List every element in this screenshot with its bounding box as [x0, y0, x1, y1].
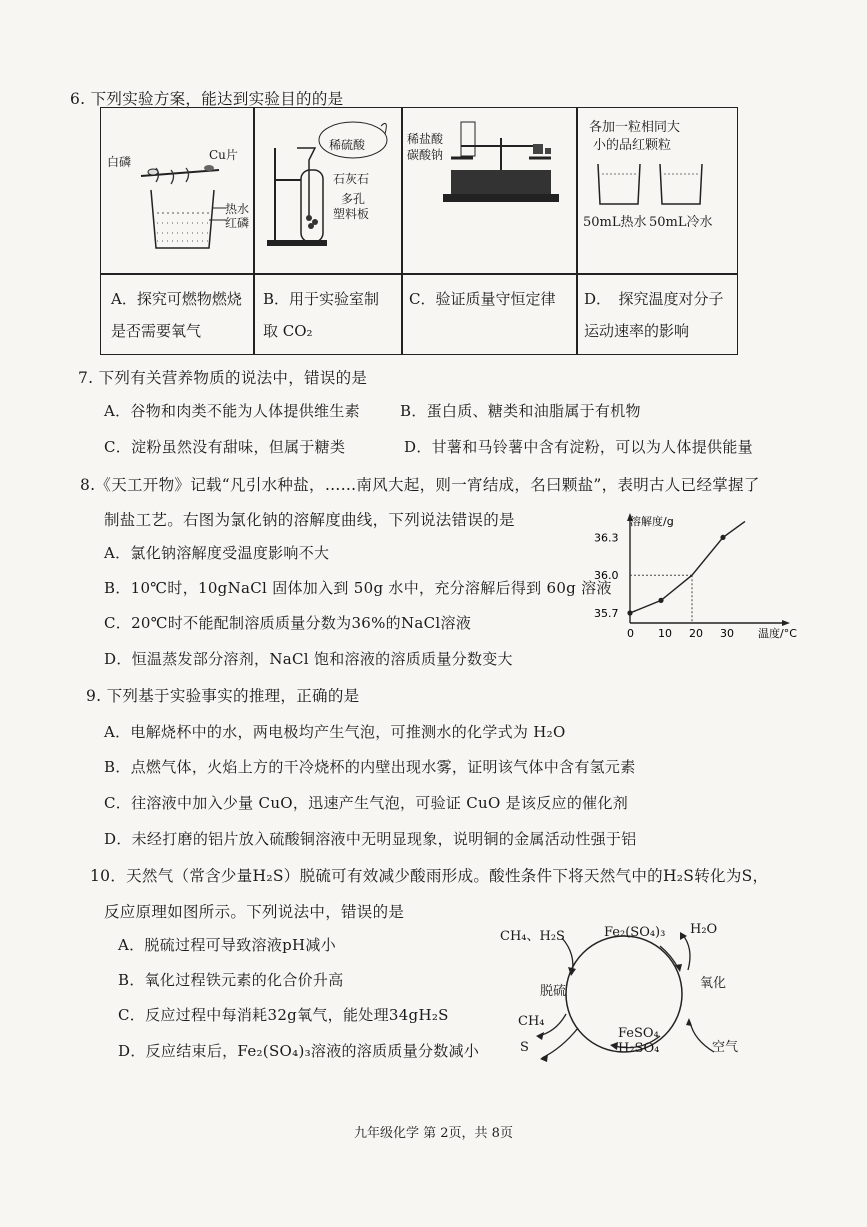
diagram-air: 空气 [712, 1040, 739, 1055]
x-tick-label: 20 [689, 627, 703, 640]
q7-stem: 7. 下列有关营养物质的说法中，错误的是 [78, 369, 368, 387]
diagram-feso4: FeSO₄ [618, 1026, 659, 1041]
q9-option-d: D．未经打磨的铝片放入硫酸铜溶液中无明显现象，说明铜的金属活动性强于铝 [104, 830, 637, 848]
q10-stem-line1: 10．天然气（常含少量H₂S）脱硫可有效减少酸雨形成。酸性条件下将天然气中的H₂S转化为S， [90, 867, 769, 885]
q6-table [100, 107, 738, 355]
diagram-oxid: 氧化 [700, 976, 727, 991]
label-white-p: 白磷 [107, 155, 132, 169]
x-tick-label: 10 [658, 627, 672, 640]
diagram-in-gas: CH₄、H₂S [500, 929, 565, 944]
data-point [720, 535, 725, 540]
label-cu: Cu片 [209, 148, 238, 162]
label-plate2: 塑料板 [333, 207, 370, 221]
label-d-cold: 50mL冷水 [649, 215, 713, 230]
q8-stem-line1: 8.《天工开物》记载“凡引水种盐，……南风大起，则一宵结成，名曰颗盐”，表明古人已经掌握了 [80, 476, 760, 494]
diagram-fe2so43-top: Fe₂(SO₄)₃ [604, 925, 666, 940]
diagram-h2so4: H₂SO₄ [618, 1041, 660, 1056]
chart-ylabel: 溶解度/g [630, 515, 674, 528]
diagram-s-out: S [520, 1040, 529, 1055]
label-limestone: 石灰石 [333, 172, 370, 186]
data-point [658, 598, 663, 603]
y-tick-label: 36.0 [594, 569, 619, 583]
q6-option-c-line1: C．验证质量守恒定律 [409, 290, 556, 308]
q10-option-b: B．氧化过程铁元素的化合价升高 [118, 971, 344, 989]
label-hot-water: 热水 [225, 202, 250, 216]
q6-option-d-line1: D． 探究温度对分子 [584, 290, 724, 308]
q6-option-a-line2: 是否需要氧气 [111, 322, 202, 340]
q6-option-d-line2: 运动速率的影响 [584, 322, 690, 340]
label-d-top2: 小的品红颗粒 [593, 138, 672, 153]
diagram-ch4-out: CH₄ [518, 1014, 545, 1029]
q7-option-b: B．蛋白质、糖类和油脂属于有机物 [400, 402, 641, 420]
q6-option-b-line1: B．用于实验室制 [263, 290, 380, 308]
q7-option-a: A．谷物和肉类不能为人体提供维生素 [104, 402, 360, 420]
q9-option-a: A．电解烧杯中的水，两电极均产生气泡，可推测水的化学式为 H₂O [104, 723, 566, 741]
q10-option-c: C．反应过程中每消耗32g氧气，能处理34gH₂S [118, 1006, 449, 1024]
label-d-hot: 50mL热水 [583, 215, 647, 230]
q10-option-a: A．脱硫过程可导致溶液pH减小 [118, 936, 337, 954]
apparatus-b-image [253, 108, 401, 273]
apparatus-a-image [101, 108, 253, 273]
q8-option-c: C．20℃时不能配制溶质质量分数为36%的NaCl溶液 [104, 614, 472, 632]
q9-stem: 9. 下列基于实验事实的推理，正确的是 [86, 687, 360, 705]
x-tick-label: 0 [627, 627, 634, 640]
data-point [627, 610, 632, 615]
y-tick-label: 36.3 [594, 531, 619, 545]
page-footer: 九年级化学 第 2页，共 8页 [354, 1126, 513, 1141]
label-na2co3: 碳酸钠 [407, 148, 444, 162]
q8-option-a: A．氯化钠溶解度受温度影响不大 [104, 544, 330, 562]
q9-option-b: B．点燃气体，火焰上方的干冷烧杯的内壁出现水雾，证明该气体中含有氢元素 [104, 758, 636, 776]
q8-option-d: D．恒温蒸发部分溶剂，NaCl 饱和溶液的溶质质量分数变大 [104, 650, 513, 668]
q6-option-b-line2: 取 CO₂ [263, 322, 313, 340]
q6-stem: 6. 下列实验方案，能达到实验目的的是 [70, 90, 344, 108]
diagram-desulf: 脱硫 [540, 984, 567, 999]
q7-option-d: D．甘薯和马铃薯中含有淀粉，可以为人体提供能量 [404, 438, 753, 456]
x-tick-label: 30 [720, 627, 734, 640]
q10-option-d: D．反应结束后，Fe₂(SO₄)₃溶液的溶质质量分数减小 [118, 1042, 480, 1060]
label-red-p: 红磷 [225, 216, 250, 230]
solubility-chart [590, 505, 810, 645]
q10-stem-line2: 反应原理如图所示。下列说法中，错误的是 [104, 903, 405, 921]
solubility-curve [630, 521, 745, 613]
q6-option-a-line1: A．探究可燃物燃烧 [111, 290, 242, 308]
q8-stem-line2: 制盐工艺。右图为氯化钠的溶解度曲线，下列说法错误的是 [104, 511, 515, 529]
q8-option-b: B．10℃时，10gNaCl 固体加入到 50g 水中，充分溶解后得到 60g 溶液 [104, 579, 612, 597]
label-acid-b: 稀硫酸 [329, 138, 366, 152]
label-hcl: 稀盐酸 [407, 132, 444, 146]
q7-option-c: C．淀粉虽然没有甜味，但属于糖类 [104, 438, 346, 456]
chart-xlabel: 温度/°C [758, 627, 797, 640]
label-plate1: 多孔 [341, 192, 366, 206]
diagram-h2o: H₂O [690, 922, 718, 937]
y-tick-label: 35.7 [594, 607, 619, 620]
label-d-top1: 各加一粒相同大 [589, 120, 681, 135]
q9-option-c: C．往溶液中加入少量 CuO，迅速产生气泡，可验证 CuO 是该反应的催化剂 [104, 794, 629, 812]
